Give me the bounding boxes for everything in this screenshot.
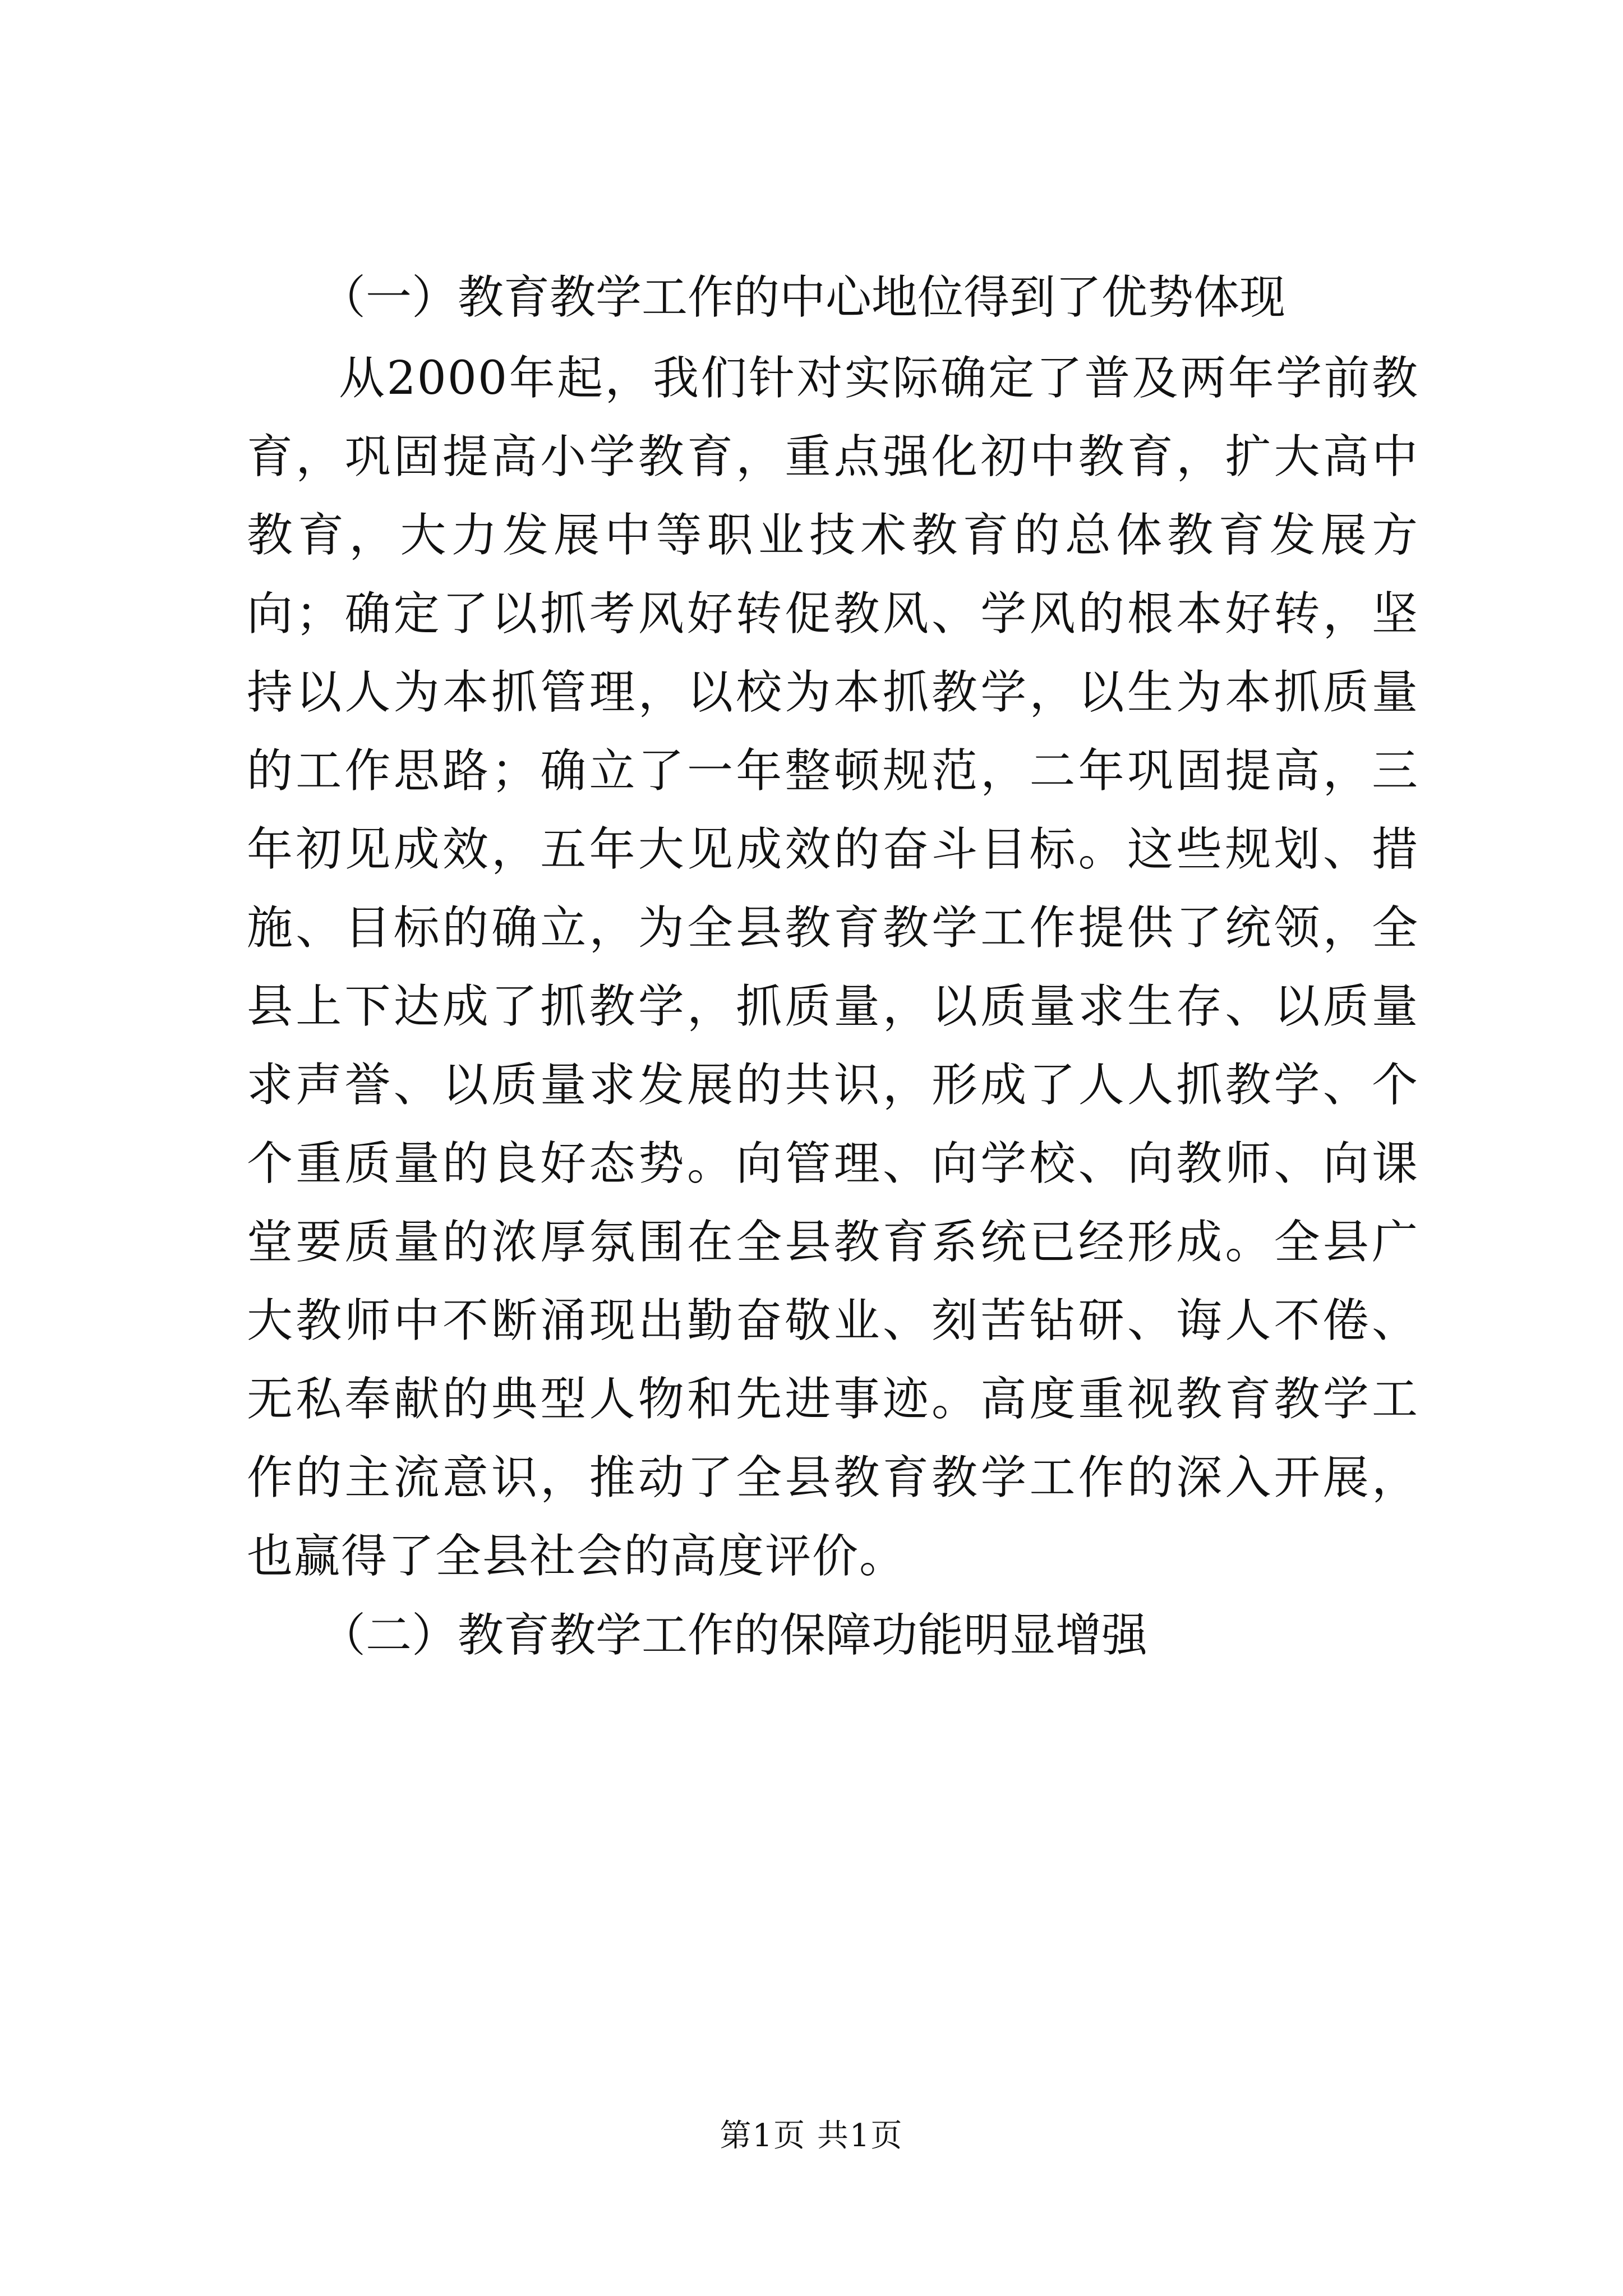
page-number-footer: 第1页 共1页 — [720, 2118, 903, 2154]
document-body — [247, 258, 1419, 1675]
section-heading-1: （一）教育教学工作的中心地位得到了优势体现 — [320, 271, 1286, 324]
section-1-paragraph: 从2000年起，我们针对实际确定了普及两年学前教育，巩固提高小学教育，重点强化初中教育，扩大高中教育，大力发展中等职业技术教育的总体教育发展方向；确定了以抓考风好转促教风、学风的根本好转，坚持以人为本抓管理，以校为本抓教学，以生为本抓质量的工作思路；确立了一年整顿规范，二年巩固提高，三年初见成效，五年大见成效的奋斗目标。这些规划、措施、目标的确立，为全县教育教学工作提供了统领，全县上下达成了抓教学，抓质量，以质量求生存、以质量求声誉、以质量求发展的共识，形成了人人抓教学、个个重质量的良好态势。向管理、向学校、向教师、向课堂要质量的浓厚氛围在全县教育系统已经形成。全县广大教师中不断涌现出勤奋敬业、刻苦钻研、诲人不倦、无私奉献的典型人物和先进事迹。高度重视教育教学工作的主流意识，推动了全县教育教学工作的深入开展，也赢得了全县社会的高度评价。 — [247, 352, 1419, 1583]
section-heading-2: （二）教育教学工作的保障功能明显增强 — [320, 1609, 1148, 1662]
